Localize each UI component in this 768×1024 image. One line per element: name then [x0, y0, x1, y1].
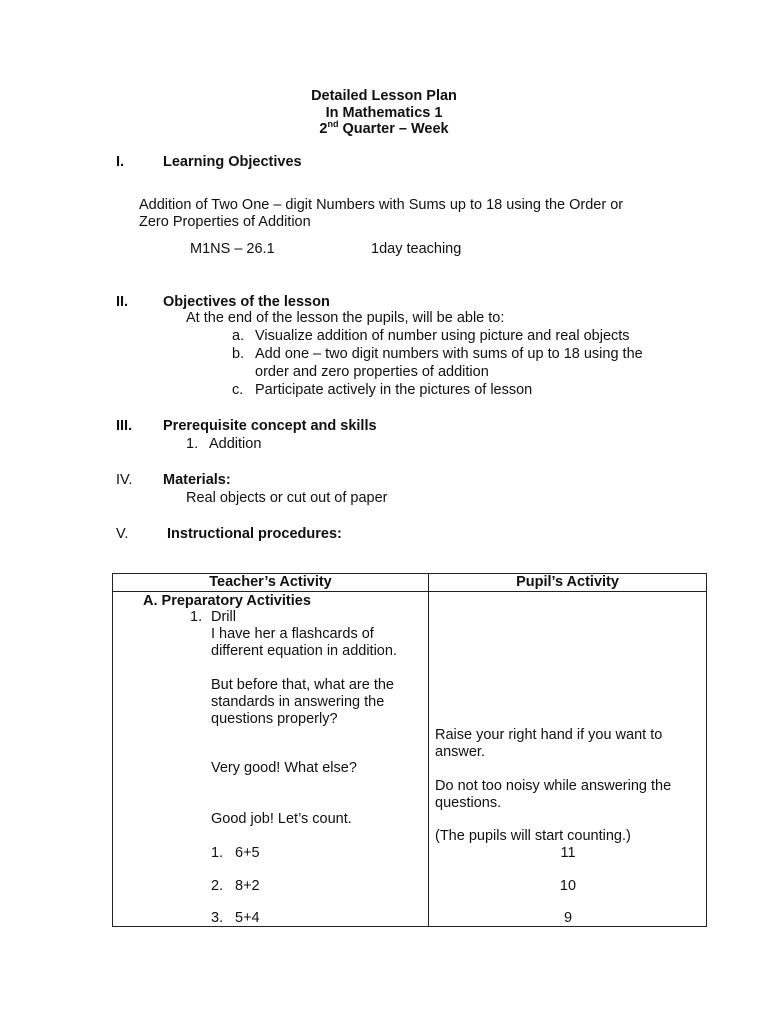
title-line-1: Detailed Lesson Plan: [311, 88, 457, 104]
quarter-rest: Quarter – Week: [338, 121, 449, 137]
pupil-line-3: Do not too noisy while answering the: [435, 778, 672, 794]
teacher-line-6: Very good! What else?: [211, 760, 357, 776]
teacher-line-1: I have her a flashcards of: [211, 626, 374, 642]
objective-a-text: Visualize addition of number using picture and real objects: [255, 328, 630, 344]
prerequisite-item: Addition: [209, 436, 262, 452]
teacher-line-2: different equation in addition.: [211, 643, 397, 659]
prerequisite-marker: 1.: [186, 436, 199, 452]
objective-c-marker: c.: [232, 382, 244, 398]
drill-marker: 1.: [190, 609, 203, 625]
competency-code: M1NS – 26.1: [190, 241, 275, 257]
answer-2: 10: [559, 878, 577, 894]
section-2-intro: At the end of the lesson the pupils, will be able to:: [186, 310, 505, 326]
equation-3-marker: 3.: [211, 910, 224, 926]
pupil-line-4: questions.: [435, 795, 502, 811]
objective-b-text-line-1: Add one – two digit numbers with sums of up to 18 using the: [255, 346, 643, 362]
objective-c-text: Participate actively in the pictures of lesson: [255, 382, 533, 398]
pupil-line-2: answer.: [435, 744, 485, 760]
section-1-text-line-2: Zero Properties of Addition: [139, 214, 311, 230]
title-line-2: In Mathematics 1: [325, 105, 443, 121]
teacher-line-4: standards in answering the: [211, 694, 385, 710]
pupil-activity-cell: [429, 592, 707, 927]
section-5-numeral: V.: [116, 526, 129, 542]
teacher-activity-cell: [113, 592, 429, 927]
teacher-line-5: questions properly?: [211, 711, 338, 727]
answer-1: 11: [560, 845, 576, 861]
section-3-numeral: III.: [116, 418, 133, 434]
teacher-activity-header: Teacher’s Activity: [113, 574, 429, 592]
teacher-line-3: But before that, what are the: [211, 677, 394, 693]
section-3-title: Prerequisite concept and skills: [163, 418, 377, 434]
objective-b-marker: b.: [232, 346, 245, 362]
pupil-line-1: Raise your right hand if you want to: [435, 727, 663, 743]
drill-label: Drill: [211, 609, 236, 625]
quarter-suffix: nd: [327, 119, 339, 130]
equation-1: 6+5: [235, 845, 260, 861]
pupil-line-5: (The pupils will start counting.): [435, 828, 631, 844]
objective-b-text-line-2: order and zero properties of addition: [255, 364, 489, 380]
objective-a-marker: a.: [232, 328, 245, 344]
teacher-line-7: Good job! Let’s count.: [211, 811, 352, 827]
pupil-activity-header: Pupil’s Activity: [429, 574, 707, 592]
equation-2: 8+2: [235, 878, 260, 894]
teaching-duration: 1day teaching: [371, 241, 462, 257]
section-5-title: Instructional procedures:: [167, 526, 342, 542]
section-4-title: Materials:: [163, 472, 231, 488]
materials-text: Real objects or cut out of paper: [186, 490, 388, 506]
preparatory-activities-heading: A. Preparatory Activities: [143, 593, 311, 609]
section-1-text-line-1: Addition of Two One – digit Numbers with Sums up to 18 using the Order or: [139, 197, 624, 213]
equation-3: 5+4: [235, 910, 260, 926]
section-2-numeral: II.: [116, 294, 129, 310]
activity-table: [112, 573, 707, 927]
title-line-3: [0, 121, 768, 138]
quarter-number: 2: [319, 121, 328, 137]
section-4-numeral: IV.: [116, 472, 133, 488]
equation-2-marker: 2.: [211, 878, 224, 894]
section-1-title: Learning Objectives: [163, 154, 302, 170]
equation-1-marker: 1.: [211, 845, 224, 861]
section-1-numeral: I.: [116, 154, 125, 170]
section-2-title: Objectives of the lesson: [163, 294, 330, 310]
answer-3: 9: [563, 910, 573, 926]
